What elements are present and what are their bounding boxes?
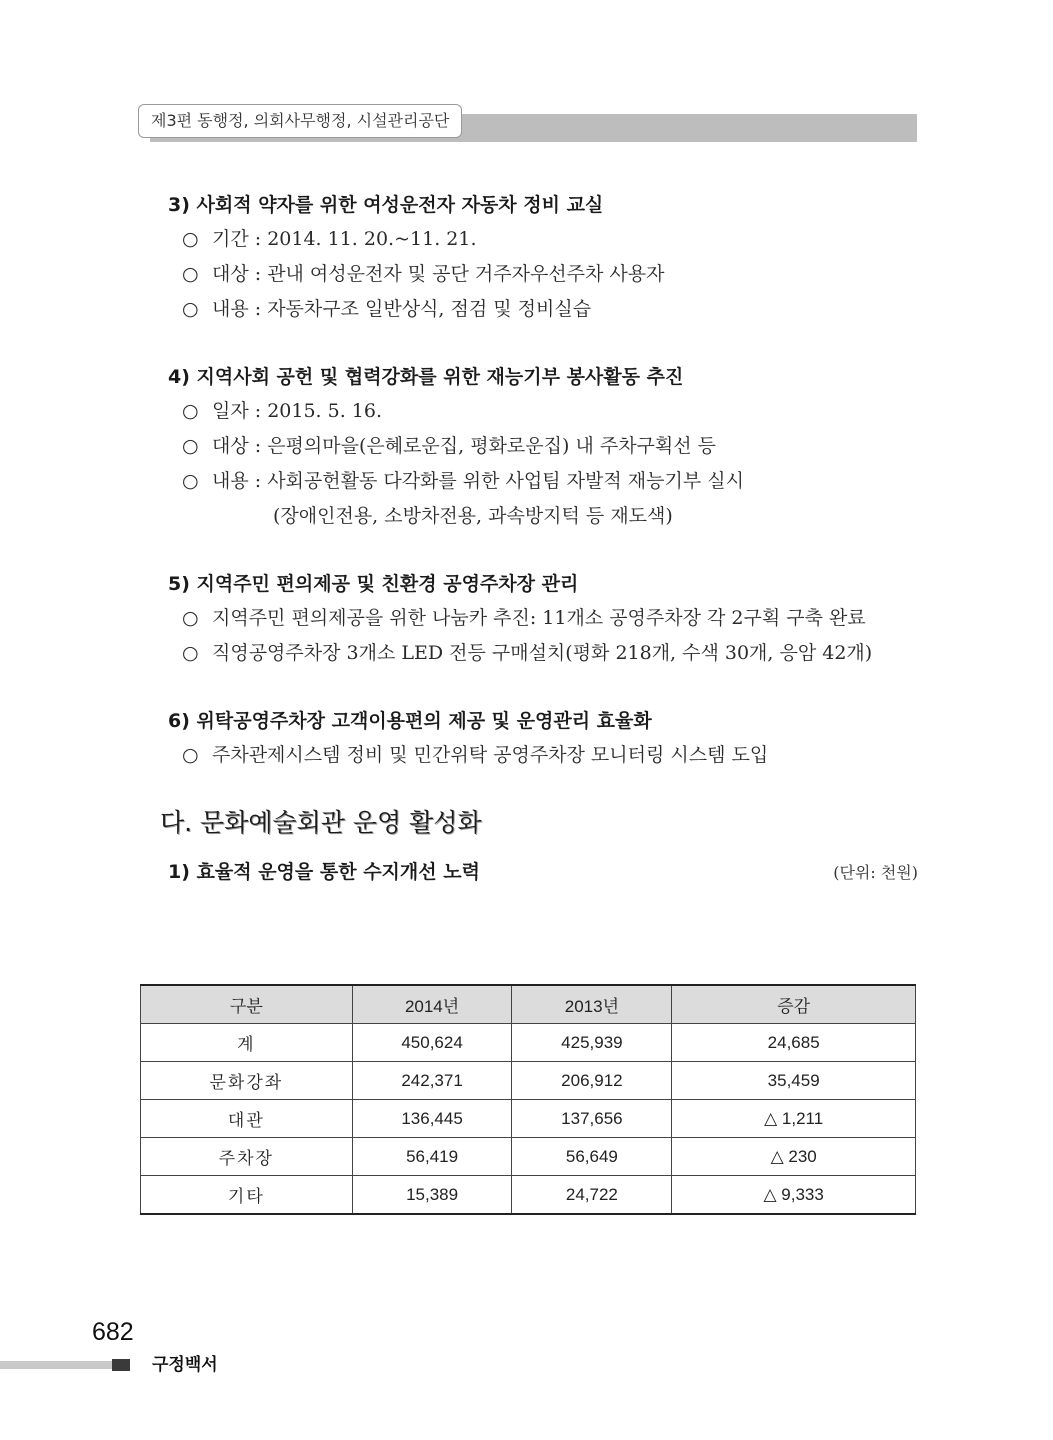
table-row (141, 1062, 916, 1100)
table-cell: 대관 (141, 1100, 353, 1138)
column-header: 증감 (672, 985, 916, 1024)
table-cell: △ 1,211 (672, 1100, 916, 1138)
table-cell: 문화강좌 (141, 1062, 353, 1100)
circle-bullet-icon: ○ (182, 435, 199, 457)
list-item (168, 222, 918, 257)
circle-bullet-icon: ○ (182, 642, 199, 664)
section-6 (168, 704, 918, 773)
list-item (168, 636, 918, 671)
table-row (141, 1100, 916, 1138)
table-cell: 450,624 (352, 1024, 512, 1062)
table-cell: 주차장 (141, 1138, 353, 1176)
circle-bullet-icon: ○ (182, 298, 199, 320)
table-cell: 15,389 (352, 1176, 512, 1215)
table-cell: 기타 (141, 1176, 353, 1215)
table-cell: 136,445 (352, 1100, 512, 1138)
list-item (168, 601, 918, 636)
table-row (141, 1024, 916, 1062)
list-item-text: 기간 : 2014. 11. 20.~11. 21. (212, 228, 477, 250)
list-item-text: 대상 : 관내 여성운전자 및 공단 거주자우선주차 사용자 (212, 263, 665, 285)
section-5 (168, 567, 918, 671)
list-item (168, 257, 918, 292)
section-title: 3) 사회적 약자를 위한 여성운전자 자동차 정비 교실 (168, 194, 604, 216)
list-item-text: 주차관제시스템 정비 및 민간위탁 공영주차장 모니터링 시스템 도입 (212, 744, 769, 766)
list-item (168, 429, 918, 464)
table-cell: 56,649 (512, 1138, 672, 1176)
section-title: 6) 위탁공영주차장 고객이용편의 제공 및 운영관리 효율화 (168, 710, 652, 732)
footer-square-icon (112, 1359, 130, 1371)
list-item-subnote: (장애인전용, 소방차전용, 과속방지턱 등 재도색) (273, 505, 673, 527)
circle-bullet-icon: ○ (182, 607, 199, 629)
table-header-row (141, 985, 916, 1024)
table-cell: 425,939 (512, 1024, 672, 1062)
table-row (141, 1138, 916, 1176)
table-cell: 242,371 (352, 1062, 512, 1100)
list-item-text: 대상 : 은평의마을(은혜로운집, 평화로운집) 내 주차구획선 등 (212, 435, 717, 457)
list-item (168, 292, 918, 327)
footer-bar (0, 1361, 112, 1369)
table-cell: 24,722 (512, 1176, 672, 1215)
subsection-title: 1) 효율적 운영을 통한 수지개선 노력 (168, 861, 480, 883)
table-cell: △ 230 (672, 1138, 916, 1176)
table-cell: 24,685 (672, 1024, 916, 1062)
header-section-label: 제3편 동행정, 의회사무행정, 시설관리공단 (138, 104, 462, 138)
table-cell: 206,912 (512, 1062, 672, 1100)
subsection-header (168, 855, 918, 889)
table-cell: 137,656 (512, 1100, 672, 1138)
list-item (168, 464, 918, 499)
list-item-text: 내용 : 자동차구조 일반상식, 점검 및 정비실습 (212, 298, 592, 320)
section-title: 4) 지역사회 공헌 및 협력강화를 위한 재능기부 봉사활동 추진 (168, 366, 684, 388)
table-cell: 56,419 (352, 1138, 512, 1176)
main-content (160, 188, 918, 889)
table-cell: 35,459 (672, 1062, 916, 1100)
circle-bullet-icon: ○ (182, 744, 199, 766)
column-header: 2014년 (352, 985, 512, 1024)
table-cell: △ 9,333 (672, 1176, 916, 1215)
circle-bullet-icon: ○ (182, 470, 199, 492)
page-number: 682 (92, 1318, 134, 1346)
section-title: 5) 지역주민 편의제공 및 친환경 공영주차장 관리 (168, 573, 579, 595)
section-3 (168, 188, 918, 327)
circle-bullet-icon: ○ (182, 263, 199, 285)
list-item (168, 394, 918, 429)
table-row (141, 1176, 916, 1215)
circle-bullet-icon: ○ (182, 228, 199, 250)
circle-bullet-icon: ○ (182, 400, 199, 422)
major-heading: 다. 문화예술회관 운영 활성화 (160, 808, 482, 837)
list-item-text: 직영공영주차장 3개소 LED 전등 구매설치(평화 218개, 수색 30개, 응암 42개) (212, 642, 873, 664)
book-title: 구정백서 (152, 1355, 218, 1375)
list-item-text: 지역주민 편의제공을 위한 나눔카 추진: 11개소 공영주차장 각 2구획 구축 완료 (212, 607, 866, 629)
list-item (168, 738, 918, 773)
column-header: 2013년 (512, 985, 672, 1024)
finance-table (140, 984, 916, 1215)
list-item-text: 내용 : 사회공헌활동 다각화를 위한 사업팀 자발적 재능기부 실시 (212, 470, 744, 492)
column-header: 구분 (141, 985, 353, 1024)
unit-label: (단위: 천원) (833, 863, 918, 882)
section-4 (168, 360, 918, 534)
table-cell: 계 (141, 1024, 353, 1062)
list-item-text: 일자 : 2015. 5. 16. (212, 400, 383, 422)
